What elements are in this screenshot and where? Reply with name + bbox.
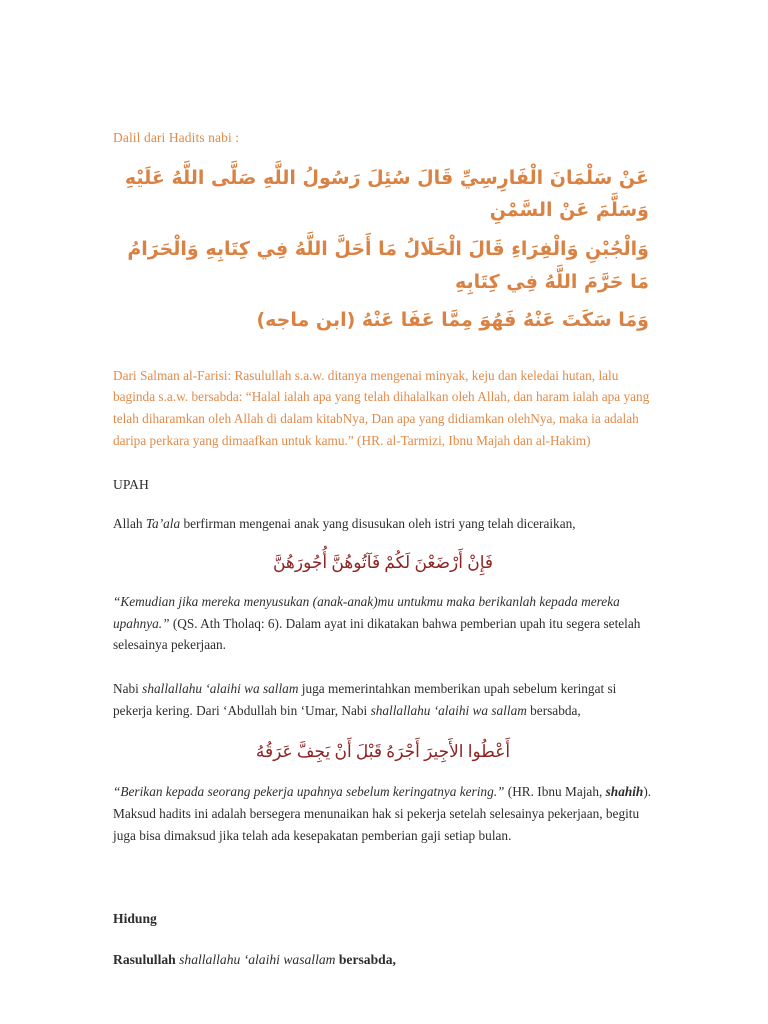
hadith-intro-italic-2: shallallahu ‘alaihi wa sallam bbox=[370, 703, 527, 719]
spacer bbox=[113, 451, 653, 475]
wage-hadith-translation-mid: (HR. Ibnu Majah, bbox=[504, 784, 606, 800]
spacer bbox=[113, 930, 653, 950]
hadith-intro-part-2: juga memerintahkan memberikan upah sebelum keringat si pekerja kering. Dari ‘Abdullah bin ‘Umar, Nabi bbox=[113, 681, 617, 719]
hadith-arabic-line-1: عَنْ سَلْمَانَ الْفَارِسِيِّ قَالَ سُئِلَ رَسُولُ اللَّهِ صَلَّى اللَّهُ عَلَيْهِ وَسَلَّمَ عَنْ السَّمْنِ bbox=[124, 166, 649, 222]
hidung-intro-italic: shallallahu ‘alaihi wasallam bbox=[179, 951, 336, 967]
wage-hadith-translation-rest: ). Maksud hadits ini adalah bersegera menunaikan hak si pekerja setelah selesainya pekerjaan, begitu juga bisa dimaksud jika telah ada kesepakatan pemberian gaji setiap bulan. bbox=[113, 784, 652, 844]
upah-intro-paragraph bbox=[113, 513, 653, 535]
quran-arabic-verse: فَإِنْ أَرْضَعْنَ لَكُمْ فَآتُوهُنَّ أُجُورَهُنَّ bbox=[272, 553, 494, 573]
intro-heading: Dalil dari Hadits nabi : bbox=[113, 130, 240, 145]
spacer bbox=[113, 847, 653, 909]
hadith-arabic-line-2: وَالْجُبْنِ وَالْفِرَاءِ قَالَ الْحَلَالُ مَا أَحَلَّ اللَّهُ فِي كِتَابِهِ وَالْحَرَامُ مَا حَرَّمَ اللَّهُ فِي كِتَابِهِ bbox=[127, 237, 649, 293]
hadith-intro-italic-1: shallallahu ‘alaihi wa sallam bbox=[142, 681, 299, 697]
quran-translation-paragraph bbox=[113, 591, 653, 657]
upah-intro-after: berfirman mengenai anak yang disusukan oleh istri yang telah diceraikan, bbox=[180, 516, 576, 532]
hidung-intro-before: Rasulullah bbox=[113, 951, 180, 967]
hadith-arabic-block bbox=[113, 162, 653, 337]
spacer bbox=[113, 343, 653, 365]
hadith-intro-paragraph bbox=[113, 678, 653, 722]
wage-hadith-translation-italic: “Berikan kepada seorang pekerja upahnya sebelum keringatnya kering.” bbox=[113, 784, 505, 800]
spacer bbox=[113, 765, 653, 781]
spacer bbox=[113, 656, 653, 678]
quran-translation-italic: “Kemudian jika mereka menyusukan (anak-anak)mu untukmu maka berikanlah kepada mereka upahnya.” bbox=[113, 593, 620, 631]
hadith-intro-part-1: Nabi bbox=[113, 681, 143, 697]
hadith-arabic-line-3: وَمَا سَكَتَ عَنْهُ فَهُوَ مِمَّا عَفَا عَنْهُ (ابن ماجه) bbox=[256, 309, 649, 332]
spacer bbox=[113, 577, 653, 591]
hidung-intro-after: bersabda, bbox=[335, 951, 396, 967]
section-title-upah: UPAH bbox=[113, 477, 149, 493]
upah-intro-before: Allah bbox=[113, 516, 146, 532]
hidung-intro-paragraph bbox=[113, 950, 653, 970]
wage-hadith-translation-paragraph bbox=[113, 781, 653, 847]
spacer bbox=[113, 722, 653, 738]
wage-hadith-arabic: أَعْطُوا الأَجِيرَ أَجْرَهُ قَبْلَ أَنْ يَجِفَّ عَرَقُهُ bbox=[255, 742, 511, 762]
wage-hadith-grade: shahih bbox=[605, 784, 644, 800]
hadith-intro-part-3: bersabda, bbox=[526, 703, 581, 719]
hadith-translation: Dari Salman al-Farisi: Rasulullah s.a.w. ditanya mengenai minyak, keju dan keledai hutan, lalu baginda s.a.w. bersabda: “Halal ialah apa yang telah dihalalkan oleh Allah, dan haram ialah apa yang telah diharamkan oleh Allah di dalam kitabNya, Dan apa yang didiamkan olehNya, maka ia adalah daripa perkara yang dimaafkan untuk kamu.” (HR. al-Tarmizi, Ibnu Majah dan al-Hakim) bbox=[113, 367, 650, 448]
quran-translation-rest: (QS. Ath Tholaq: 6). Dalam ayat ini dikatakan bahwa pemberian upah itu segera setelah selesainya pekerjaan. bbox=[113, 615, 641, 653]
upah-intro-italic: Ta’ala bbox=[145, 516, 181, 532]
document-body bbox=[113, 128, 653, 970]
section-title-hidung: Hidung bbox=[113, 911, 157, 927]
spacer bbox=[113, 495, 653, 513]
spacer bbox=[113, 535, 653, 549]
